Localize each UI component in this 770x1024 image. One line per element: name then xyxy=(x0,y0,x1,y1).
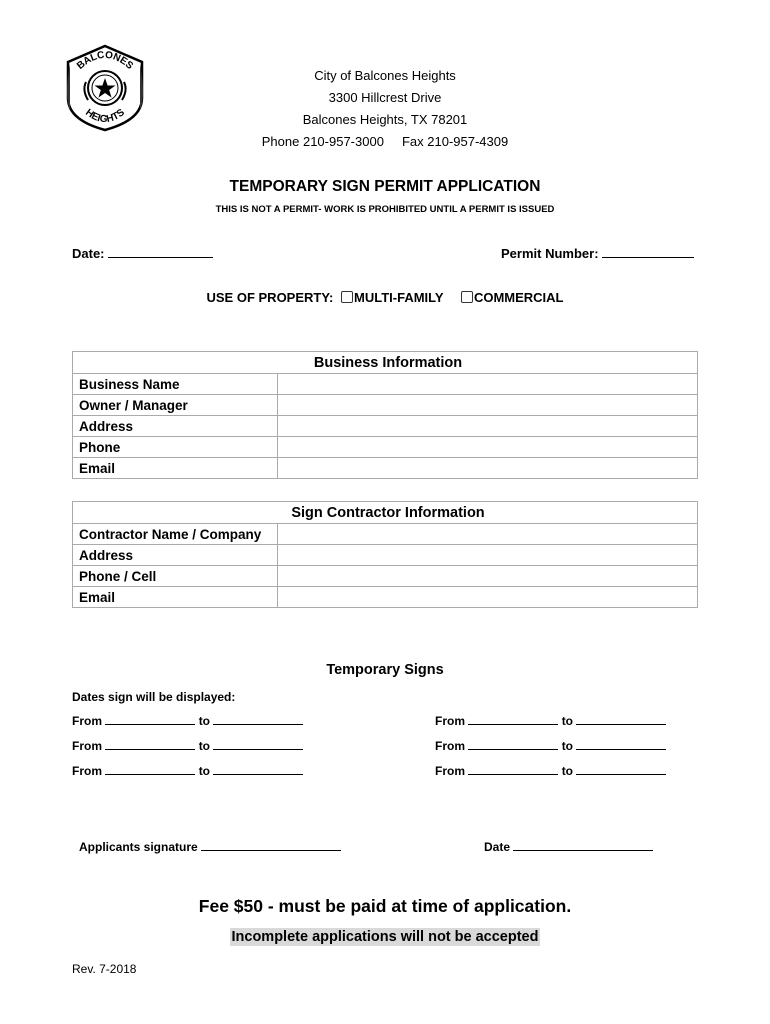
header-street: 3300 Hillcrest Drive xyxy=(328,90,442,105)
to-date-blank[interactable] xyxy=(213,774,303,775)
from-label: From xyxy=(72,714,102,728)
contractor-name-field[interactable] xyxy=(278,524,698,545)
contractor-phone-label: Phone / Cell xyxy=(73,566,278,587)
from-date-blank[interactable] xyxy=(105,749,195,750)
contractor-name-label: Contractor Name / Company xyxy=(73,524,278,545)
commercial-checkbox[interactable] xyxy=(461,291,473,303)
date-range-row xyxy=(72,739,303,753)
signature-row xyxy=(79,840,341,854)
from-date-blank[interactable] xyxy=(468,749,558,750)
from-label: From xyxy=(435,714,465,728)
from-label: From xyxy=(72,764,102,778)
business-address-field[interactable] xyxy=(278,416,698,437)
commercial-label: COMMERCIAL xyxy=(473,290,564,305)
to-date-blank[interactable] xyxy=(576,724,666,725)
to-label: to xyxy=(198,714,211,728)
from-date-blank[interactable] xyxy=(468,724,558,725)
contractor-information-table xyxy=(72,501,698,608)
date-range-row xyxy=(435,739,666,753)
signature-date-row xyxy=(484,840,653,854)
use-of-property-label: USE OF PROPERTY: xyxy=(206,290,334,305)
date-field-row xyxy=(72,246,213,261)
to-label: to xyxy=(198,764,211,778)
signature-blank[interactable] xyxy=(201,850,341,851)
from-date-blank[interactable] xyxy=(105,724,195,725)
date-range-row xyxy=(72,764,303,778)
business-email-label: Email xyxy=(73,458,278,479)
business-phone-label: Phone xyxy=(73,437,278,458)
form-title: TEMPORARY SIGN PERMIT APPLICATION xyxy=(229,178,541,195)
to-date-blank[interactable] xyxy=(576,774,666,775)
business-phone-field[interactable] xyxy=(278,437,698,458)
incomplete-warning: Incomplete applications will not be accepted xyxy=(231,929,539,945)
owner-manager-label: Owner / Manager xyxy=(73,395,278,416)
date-range-row xyxy=(435,714,666,728)
business-name-field[interactable] xyxy=(278,374,698,395)
revision-label: Rev. 7-2018 xyxy=(72,962,137,976)
signature-date-blank[interactable] xyxy=(513,850,653,851)
header-city: City of Balcones Heights xyxy=(314,68,456,83)
permit-number-row xyxy=(501,246,694,261)
incomplete-warning-wrap xyxy=(0,928,770,946)
to-label: to xyxy=(198,739,211,753)
business-information-table xyxy=(72,351,698,479)
business-email-field[interactable] xyxy=(278,458,698,479)
to-date-blank[interactable] xyxy=(576,749,666,750)
fee-notice: Fee $50 - must be paid at time of application. xyxy=(198,896,572,916)
form-subtitle: THIS IS NOT A PERMIT- WORK IS PROHIBITED UNTIL A PERMIT IS ISSUED xyxy=(215,204,555,215)
contractor-information-heading: Sign Contractor Information xyxy=(73,502,698,524)
to-date-blank[interactable] xyxy=(213,749,303,750)
header-phone-fax: Phone 210-957-3000 Fax 210-957-4309 xyxy=(261,134,509,149)
to-label: to xyxy=(561,714,574,728)
signature-label: Applicants signature xyxy=(79,840,198,854)
signature-date-label: Date xyxy=(484,840,511,854)
contractor-address-label: Address xyxy=(73,545,278,566)
from-label: From xyxy=(435,764,465,778)
svg-text:HEIGHTS: HEIGHTS xyxy=(83,107,127,126)
business-address-label: Address xyxy=(73,416,278,437)
to-label: to xyxy=(561,764,574,778)
multi-family-checkbox[interactable] xyxy=(341,291,353,303)
business-information-heading: Business Information xyxy=(73,352,698,374)
svg-text:BALCONES: BALCONES xyxy=(74,49,136,72)
date-range-row xyxy=(72,714,303,728)
date-blank[interactable] xyxy=(108,257,213,258)
from-date-blank[interactable] xyxy=(105,774,195,775)
from-label: From xyxy=(72,739,102,753)
header-city-state: Balcones Heights, TX 78201 xyxy=(302,112,468,127)
contractor-phone-field[interactable] xyxy=(278,566,698,587)
contractor-email-label: Email xyxy=(73,587,278,608)
temporary-signs-heading: Temporary Signs xyxy=(326,662,444,678)
owner-manager-field[interactable] xyxy=(278,395,698,416)
from-date-blank[interactable] xyxy=(468,774,558,775)
to-date-blank[interactable] xyxy=(213,724,303,725)
dates-displayed-label: Dates sign will be displayed: xyxy=(72,690,236,704)
contractor-address-field[interactable] xyxy=(278,545,698,566)
use-of-property-row xyxy=(0,290,770,305)
contractor-email-field[interactable] xyxy=(278,587,698,608)
permit-number-label: Permit Number: xyxy=(501,246,599,261)
date-range-row xyxy=(435,764,666,778)
date-label: Date: xyxy=(72,246,105,261)
multi-family-label: MULTI-FAMILY xyxy=(354,290,444,305)
from-label: From xyxy=(435,739,465,753)
to-label: to xyxy=(561,739,574,753)
business-name-label: Business Name xyxy=(73,374,278,395)
permit-number-blank[interactable] xyxy=(602,257,694,258)
